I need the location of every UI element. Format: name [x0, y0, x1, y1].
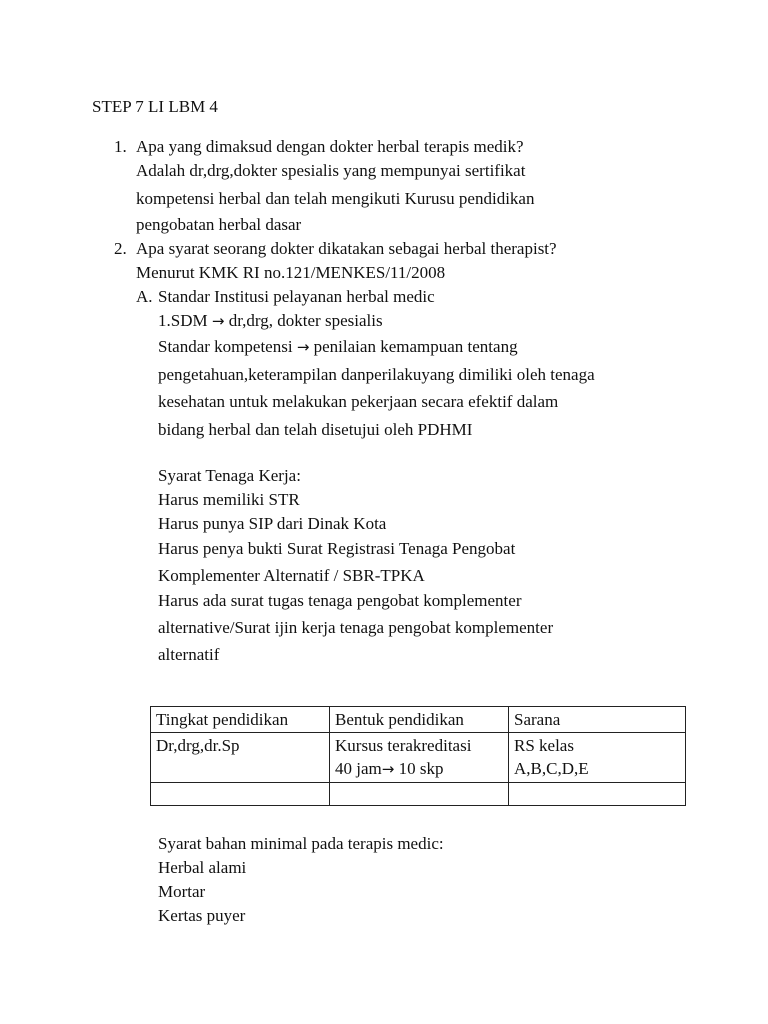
q2-reference: Menurut KMK RI no.121/MENKES/11/2008: [136, 263, 446, 282]
kompetensi-line: [158, 336, 518, 358]
q1-answer-line: pengobatan herbal dasar: [136, 215, 302, 234]
kompetensi-label: Standar kompetensi: [158, 337, 293, 356]
kompetensi-text-line: kesehatan untuk melakukan pekerjaan secara efektif dalam: [158, 392, 559, 411]
tenaga-line: Harus memiliki STR: [158, 490, 300, 509]
arrow-icon: →: [296, 338, 310, 356]
bahan-line: Herbal alami: [158, 858, 247, 877]
q1-question: Apa yang dimaksud dengan dokter herbal terapis medik?: [136, 137, 524, 156]
education-table: [150, 706, 686, 806]
section-a-title: Standar Institusi pelayanan herbal medic: [158, 287, 435, 306]
kompetensi-text-line: bidang herbal dan telah disetujui oleh PDHMI: [158, 420, 473, 439]
bahan-line: Mortar: [158, 882, 206, 901]
tenaga-heading: Syarat Tenaga Kerja:: [158, 466, 301, 485]
bahan-line: Kertas puyer: [158, 906, 246, 925]
kompetensi-value: penilaian kemampuan tentang: [313, 337, 518, 356]
q2-number: 2.: [114, 239, 127, 258]
table-cell-line: A,B,C,D,E: [514, 759, 589, 778]
sdm-value: dr,drg, dokter spesialis: [228, 311, 383, 330]
bahan-heading: Syarat bahan minimal pada terapis medic:: [158, 834, 444, 853]
tenaga-line: alternative/Surat ijin kerja tenaga pengobat komplementer: [158, 618, 554, 637]
q1-number: 1.: [114, 137, 127, 156]
page-title: STEP 7 LI LBM 4: [92, 97, 218, 116]
q1-answer-line: kompetensi herbal dan telah mengikuti Kurusu pendidikan: [136, 189, 535, 208]
table-header-row: [151, 707, 686, 733]
table-cell: [509, 733, 686, 783]
tenaga-line: alternatif: [158, 645, 220, 664]
table-cell: [330, 783, 509, 806]
arrow-icon: →: [381, 760, 395, 778]
arrow-icon: →: [211, 312, 225, 330]
kompetensi-text-line: pengetahuan,keterampilan danperilakuyang dimiliki oleh tenaga: [158, 365, 595, 384]
skp-text: 10 skp: [394, 759, 444, 778]
table-cell-line: Kursus terakreditasi: [335, 736, 472, 755]
table-header-cell: Bentuk pendidikan: [330, 707, 509, 733]
table-row: [151, 733, 686, 783]
tenaga-line: Harus ada surat tugas tenaga pengobat komplementer: [158, 591, 522, 610]
table-cell-line: [335, 757, 503, 781]
table-cell-line: RS kelas: [514, 736, 574, 755]
table-cell: [509, 783, 686, 806]
table-header-cell: Sarana: [509, 707, 686, 733]
q1-answer-line: Adalah dr,drg,dokter spesialis yang mempunyai sertifikat: [136, 161, 526, 180]
table-cell: [330, 733, 509, 783]
table-row-empty: [151, 783, 686, 806]
q2-question: Apa syarat seorang dokter dikatakan sebagai herbal therapist?: [136, 239, 557, 258]
hours-text: 40 jam: [335, 759, 382, 778]
tenaga-line: Komplementer Alternatif / SBR-TPKA: [158, 566, 425, 585]
sdm-label: 1.SDM: [158, 311, 208, 330]
table-cell: Dr,drg,dr.Sp: [151, 733, 330, 783]
sdm-line: [158, 310, 383, 332]
section-a-label: A.: [136, 287, 153, 306]
table-cell: [151, 783, 330, 806]
tenaga-line: Harus penya bukti Surat Registrasi Tenaga Pengobat: [158, 539, 516, 558]
table-header-cell: Tingkat pendidikan: [151, 707, 330, 733]
tenaga-line: Harus punya SIP dari Dinak Kota: [158, 514, 387, 533]
